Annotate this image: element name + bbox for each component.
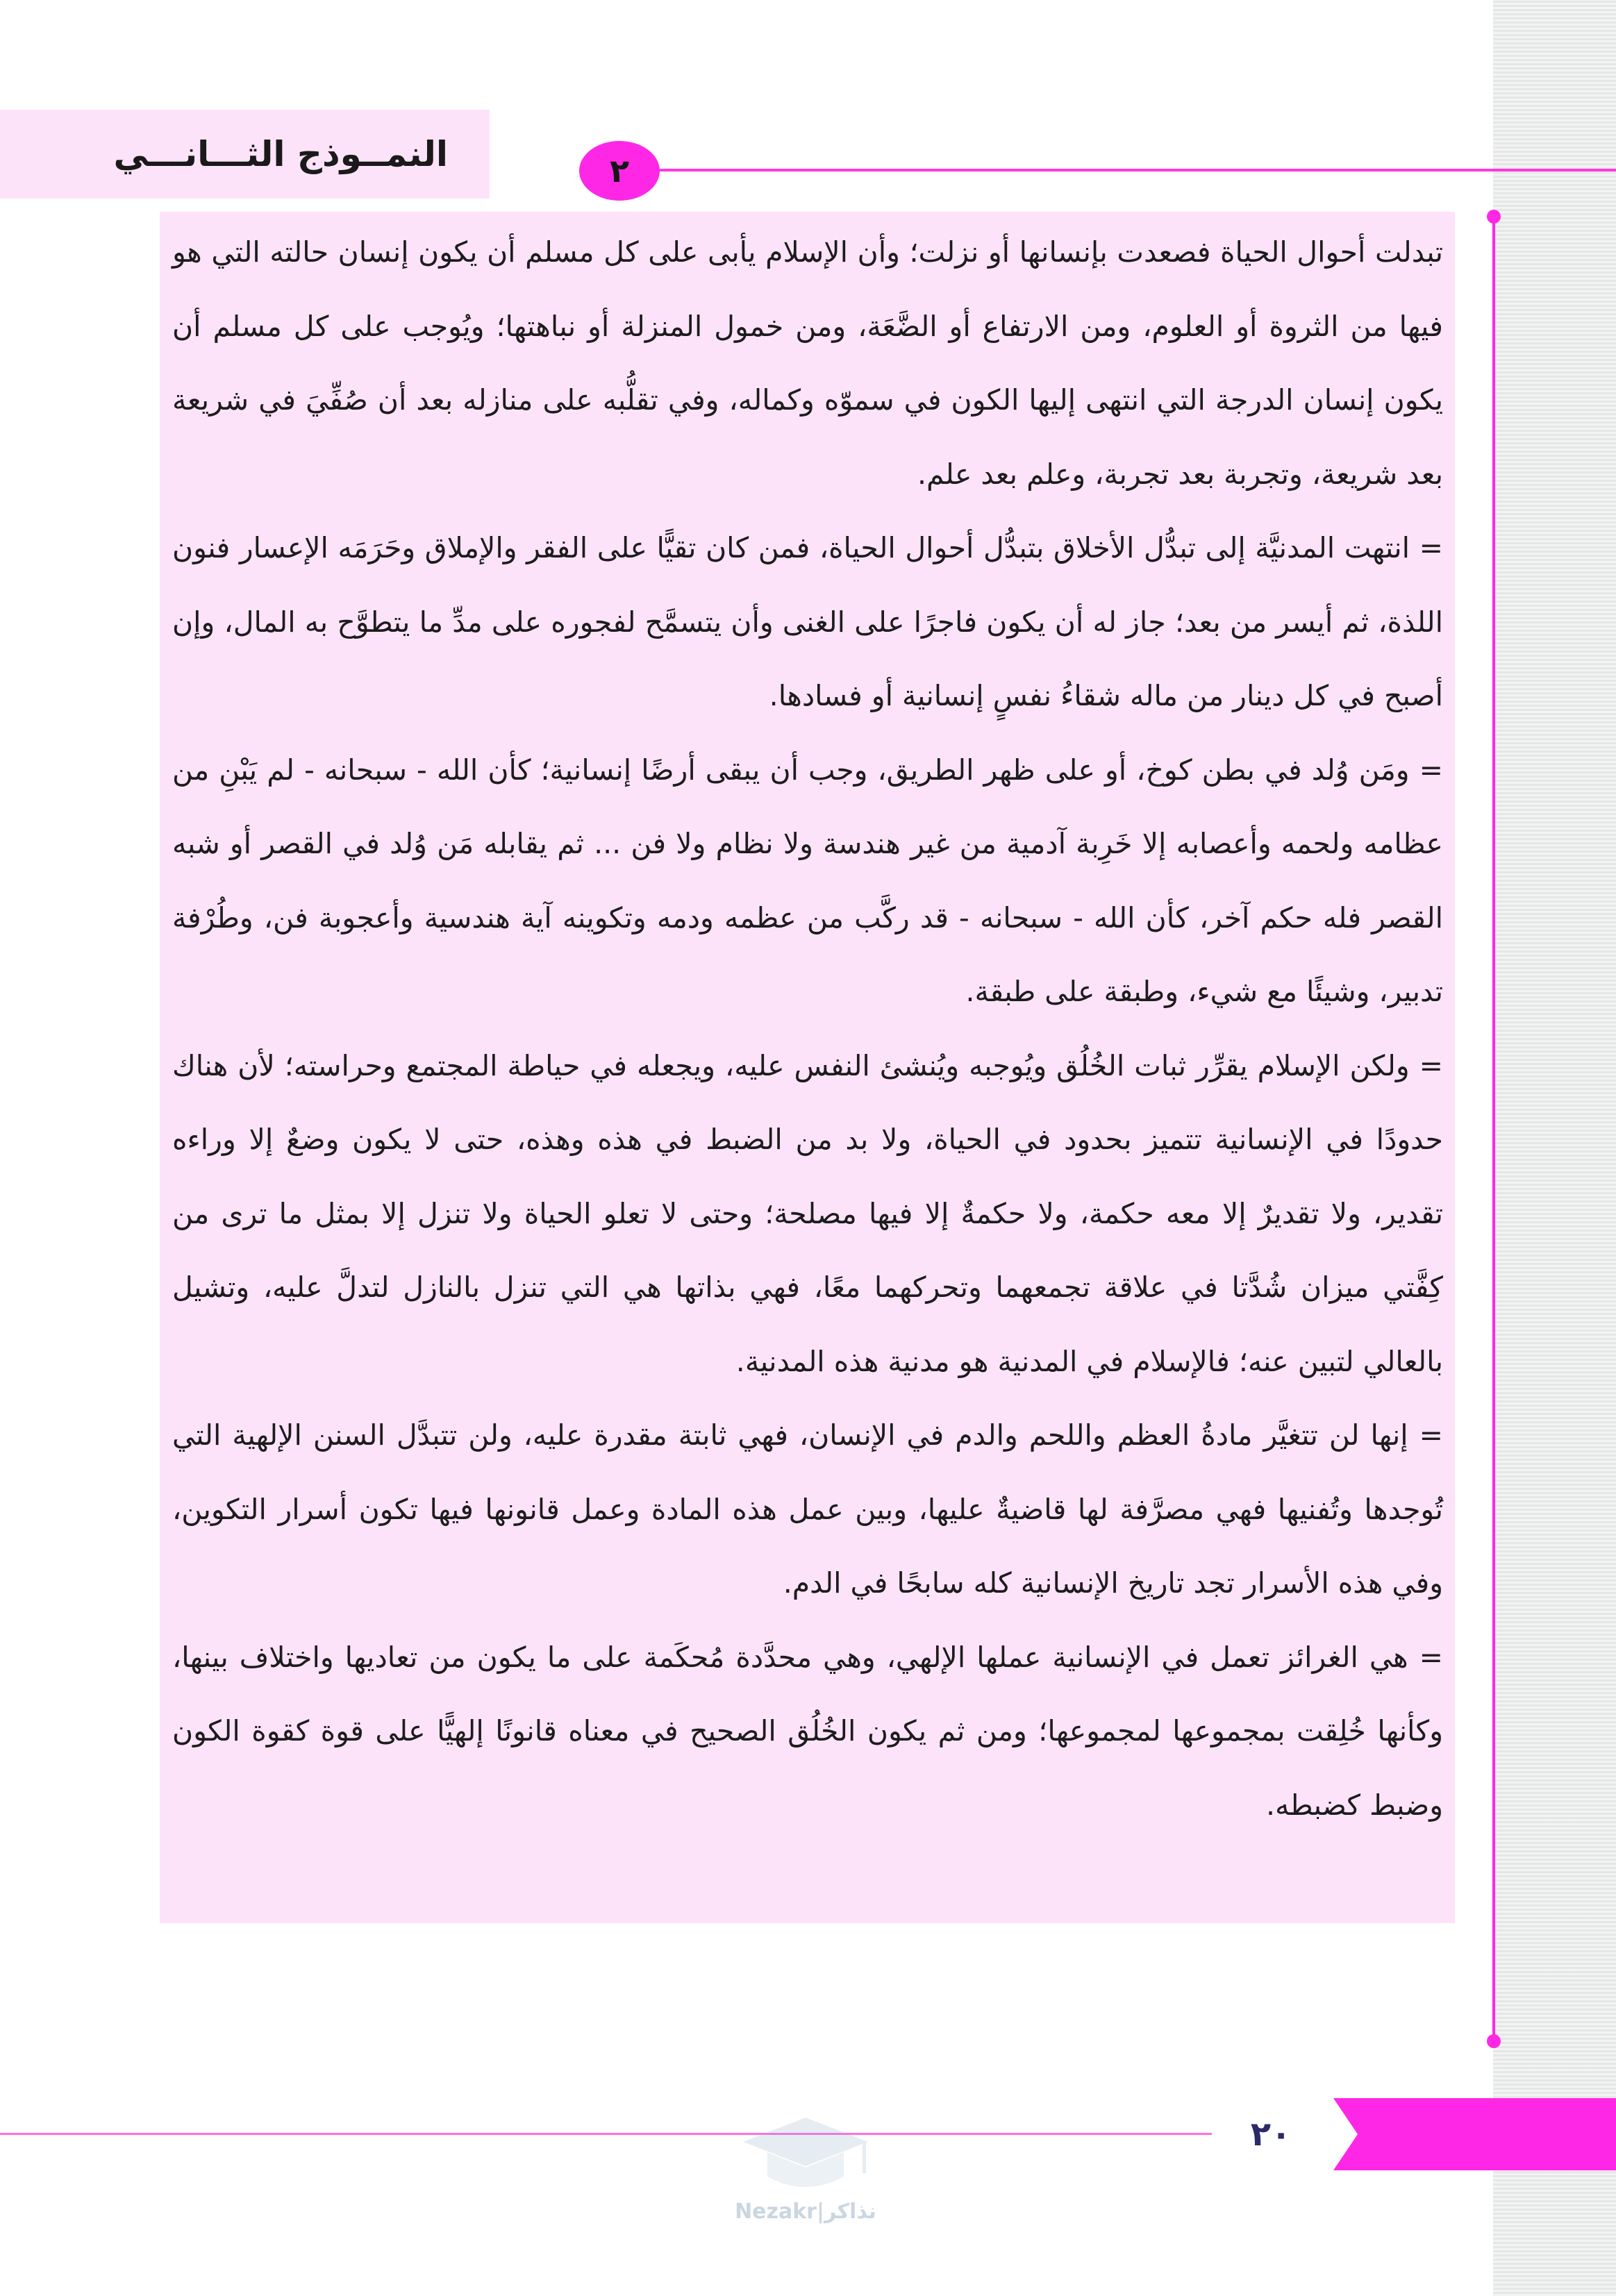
side-rule-bottom-dot bbox=[1487, 2034, 1501, 2048]
header-rule bbox=[635, 169, 1616, 171]
body-text bbox=[172, 215, 1443, 1842]
paragraph: = هي الغرائز تعمل في الإنسانية عملها الإلهي، وهي محدَّدة مُحكَمة على ما يكون من تعاديها واختلاف بينها، وكأنها خُلِقت بمجموعها لمجموعها؛ ومن ثم يكون الخُلُق الصحيح في معناه قانونًا إلهيًّا على قوة كقوة الكون وضبط كضبطه. bbox=[172, 1640, 1443, 1822]
paragraph: تبدلت أحوال الحياة فصعدت بإنسانها أو نزلت؛ وأن الإسلام يأبى على كل مسلم أن يكون إنسان حالته التي هو فيها من الثروة أو العلوم، ومن الارتفاع أو الضَّعَة، ومن خمول المنزلة أو نباهتها؛ ويُوجب على كل مسلم أن يكون إنسان الدرجة التي انتهى إليها الكون في سموّه وكماله، وفي تقلُّبه على منازله بعد أن صُفِّيَ في شريعة بعد شريعة، وتجربة بعد تجربة، وعلم بعد علم. bbox=[172, 235, 1443, 491]
side-rule bbox=[1492, 217, 1495, 2041]
model-number-badge: ٢ bbox=[579, 141, 660, 201]
footer-rule bbox=[0, 2133, 1212, 2135]
footer-bar bbox=[1333, 2098, 1616, 2170]
paragraph: = انتهت المدنيَّة إلى تبدُّل الأخلاق بتبدُّل أحوال الحياة، فمن كان تقيًّا على الفقر والإملاق وحَرَمَه الإعسار فنون اللذة، ثم أيسر من بعد؛ جاز له أن يكون فاجرًا على الغنى وأن يتسمَّح لفجوره على مدِّ ما يتطوَّح به المال، وإن أصبح في كل دينار من ماله شقاءُ نفسٍ إنسانية أو فسادها. bbox=[172, 531, 1443, 712]
page-title: النمــوذج الثـــانـــي bbox=[113, 134, 448, 174]
page-number: ٢٠ bbox=[1250, 2115, 1292, 2154]
side-rule-top-dot bbox=[1487, 210, 1501, 224]
page-edge-strip bbox=[1493, 0, 1616, 2296]
graduation-cap-icon bbox=[708, 2104, 903, 2215]
paragraph: = ومَن وُلد في بطن كوخ، أو على ظهر الطريق، وجب أن يبقى أرضًا إنسانية؛ كأن الله - سبحانه - لم يَبْنِ من عظامه ولحمه وأعصابه إلا خَرِبة آدمية من غير هندسة ولا نظام ولا فن ... ثم يقابله مَن وُلد في القصر أو شبه القصر فله حكم آخر، كأن الله - سبحانه - قد ركَّب من عظمه ودمه وتكوينه آية هندسية وأعجوبة فن، وطُرْفة تدبير، وشيئًا مع شيء، وطبقة على طبقة. bbox=[172, 753, 1443, 1008]
watermark-text: Nezakr|نذاكر bbox=[735, 2199, 876, 2224]
paragraph: = إنها لن تتغيَّر مادةُ العظم واللحم والدم في الإنسان، فهي ثابتة مقدرة عليه، ولن تتبدَّل السنن الإلهية التي تُوجدها وتُفنيها فهي مصرَّفة لها قاضيةٌ عليها، وبين عمل هذه المادة وعمل قانونها فيها تكون أسرار التكوين، وفي هذه الأسرار تجد تاريخ الإنسانية كله سابحًا في الدم. bbox=[172, 1418, 1443, 1600]
paragraph: = ولكن الإسلام يقرِّر ثبات الخُلُق ويُوجبه ويُنشئ النفس عليه، ويجعله في حياطة المجتمع وحراسته؛ لأن هناك حدودًا في الإنسانية تتميز بحدود في الحياة، ولا بد من الضبط في هذه وهذه، حتى لا يكون وضعٌ إلا وراءه تقدير، ولا تقديرٌ إلا معه حكمة، ولا حكمةٌ إلا فيها مصلحة؛ وحتى لا تعلو الحياة ولا تنزل إلا بمثل ما ترى من كِفَّتي ميزان شُدَّتا في علاقة تجمعهما وتحركهما معًا، فهي بذاتها هي التي تنزل بالنازل لتدلَّ عليه، وتشيل بالعالي لتبين عنه؛ فالإسلام في المدنية هو مدنية هذه المدنية. bbox=[172, 1048, 1443, 1378]
